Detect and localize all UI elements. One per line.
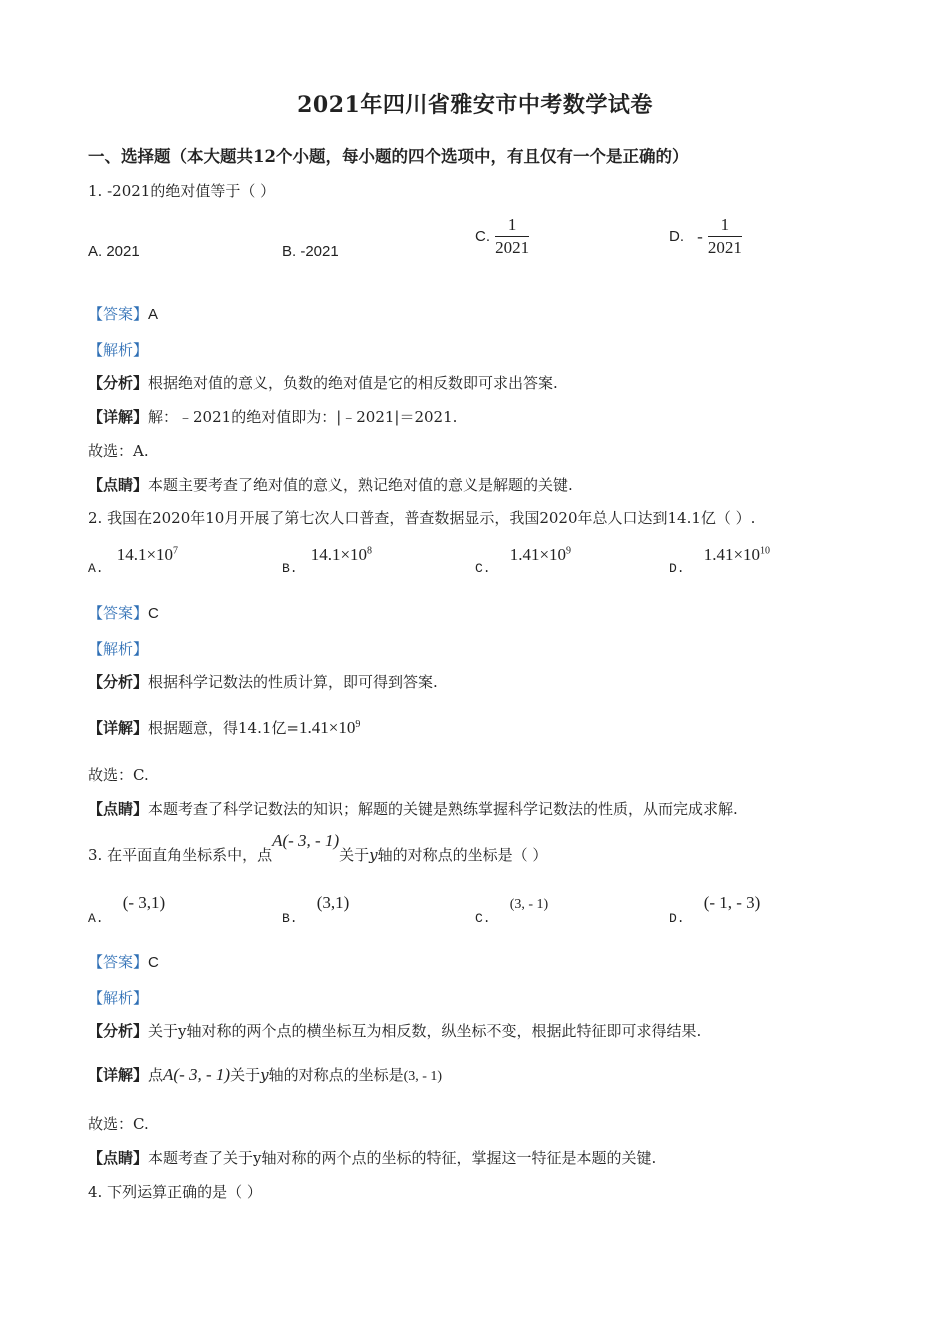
option-label: B. (282, 911, 298, 926)
question-2-stem: 2. 我国在2020年10月开展了第七次人口普查，普查数据显示，我国2020年总人口达到14.1亿（ ）. (88, 509, 756, 527)
xiangjie-tag: 【详解】 (88, 408, 149, 426)
option-value: (- 1, - 3) (703, 893, 761, 912)
option-label: D. (669, 561, 685, 576)
q2-answer (88, 602, 159, 623)
q1-dianjing (88, 474, 573, 495)
answer-tag: 【答案】 (88, 305, 149, 323)
q1-option-d-label: D. (669, 228, 684, 245)
q2-option-c (475, 545, 572, 576)
fenxi-text: 关于y轴对称的两个点的横坐标互为相反数，纵坐标不变，根据此特征即可求得结果. (148, 1022, 702, 1040)
answer-value: C (148, 605, 159, 622)
xiangjie-y: y (260, 1066, 269, 1084)
dianjing-tag: 【点睛】 (88, 476, 149, 494)
fenxi-text: 根据绝对值的意义，负数的绝对值是它的相反数即可求出答案. (148, 374, 558, 392)
fenxi-tag: 【分析】 (88, 1022, 149, 1040)
option-exponent: 10 (760, 545, 771, 557)
option-exponent: 8 (367, 545, 373, 557)
stem-suffix: 轴的对称点的坐标是（ ） (377, 846, 548, 864)
question-4-stem: 4. 下列运算正确的是（ ） (88, 1183, 262, 1201)
fraction-numerator: 1 (495, 215, 529, 237)
q3-option-a (88, 893, 166, 926)
xiangjie-point: A(- 3, - 1) (163, 1065, 231, 1084)
q1-fenxi (88, 372, 558, 393)
option-label: C. (475, 911, 491, 926)
q3-option-d (669, 893, 761, 926)
q2-analysis-tag: 【解析】 (88, 640, 149, 658)
fraction-denominator: 2021 (707, 238, 742, 257)
q2-fenxi (88, 671, 438, 692)
q3-guxuan: 故选：C. (88, 1115, 149, 1133)
fenxi-tag: 【分析】 (88, 374, 149, 392)
answer-tag: 【答案】 (88, 604, 149, 622)
q2-option-d (669, 545, 771, 576)
question-1-stem: 1. -2021的绝对值等于（ ） (88, 182, 276, 200)
q3-dianjing (88, 1147, 656, 1168)
option-base: 1.41×10 (509, 545, 567, 564)
q2-dianjing (88, 798, 738, 819)
stem-about: 关于 (339, 846, 370, 864)
q3-answer (88, 951, 159, 972)
xiangjie-tag: 【详解】 (88, 719, 149, 737)
dianjing-text: 本题考查了关于y轴对称的两个点的坐标的特征，掌握这一特征是本题的关键. (148, 1149, 657, 1167)
stem-prefix: 3. 在平面直角坐标系中，点 (88, 846, 273, 864)
answer-tag: 【答案】 (88, 953, 149, 971)
q2-xiangjie (88, 717, 360, 738)
q2-option-b (282, 545, 373, 576)
page-title: 2021年四川省雅安市中考数学试卷 (297, 92, 653, 118)
q2-option-a (88, 545, 179, 576)
q1-option-b: B. -2021 (282, 243, 339, 260)
option-label: A. (88, 911, 104, 926)
xiangjie-prefix: 点 (148, 1066, 164, 1084)
q3-option-c (475, 893, 549, 926)
dianjing-tag: 【点睛】 (88, 800, 149, 818)
q2-guxuan: 故选：C. (88, 766, 149, 784)
option-label: C. (475, 561, 491, 576)
q1-xiangjie (88, 406, 457, 427)
option-base: 14.1×10 (116, 545, 174, 564)
xiangjie-result: (3, - 1) (403, 1069, 443, 1084)
q1-option-a: A. 2021 (88, 243, 140, 260)
option-exponent: 9 (566, 545, 572, 557)
q3-xiangjie (88, 1064, 442, 1085)
stem-point: A(- 3, - 1) (272, 831, 340, 850)
dianjing-tag: 【点睛】 (88, 1149, 149, 1167)
option-exponent: 7 (173, 545, 179, 557)
option-label: B. (282, 561, 298, 576)
option-value: (3,1) (316, 893, 350, 912)
q1-answer (88, 303, 158, 324)
q1-option-c-label: C. (475, 228, 490, 245)
q1-option-d (669, 215, 742, 258)
fraction-denominator: 2021 (495, 238, 530, 257)
q3-fenxi (88, 1020, 701, 1041)
answer-value: A (148, 306, 159, 323)
xiangjie-tag: 【详解】 (88, 1066, 149, 1084)
q1-option-c-fraction (495, 215, 529, 258)
xiangjie-mid: 轴的对称点的坐标是 (268, 1066, 404, 1084)
option-label: A. (88, 561, 104, 576)
q3-option-b (282, 893, 350, 926)
option-base: 14.1×10 (310, 545, 368, 564)
option-label: D. (669, 911, 685, 926)
q1-option-d-fraction (708, 215, 742, 258)
q1-analysis-tag: 【解析】 (88, 341, 149, 359)
q3-analysis-tag: 【解析】 (88, 989, 149, 1007)
dianjing-text: 本题考查了科学记数法的知识；解题的关键是熟练掌握科学记数法的性质，从而完成求解. (148, 800, 738, 818)
stem-y: y (369, 846, 378, 864)
q1-option-c (475, 215, 529, 258)
fenxi-text: 根据科学记数法的性质计算，即可得到答案. (148, 673, 438, 691)
option-value: (3, - 1) (509, 897, 549, 912)
option-value: (- 3,1) (122, 893, 166, 912)
xiangjie-exponent: 9 (355, 719, 361, 730)
xiangjie-base: 1.41×10 (298, 718, 356, 737)
dianjing-text: 本题主要考查了绝对值的意义，熟记绝对值的意义是解题的关键. (148, 476, 573, 494)
q1-option-d-sign: - (697, 226, 703, 246)
xiangjie-about: 关于 (230, 1066, 261, 1084)
answer-value: C (148, 954, 159, 971)
question-3-stem (88, 830, 548, 864)
section-heading: 一、选择题（本大题共12个小题，每小题的四个选项中，有且仅有一个是正确的） (88, 147, 689, 166)
option-base: 1.41×10 (703, 545, 761, 564)
xiangjie-text: 根据题意，得14.1亿= (148, 719, 299, 737)
q1-guxuan: 故选：A. (88, 442, 149, 460)
xiangjie-text: 解：﹣2021的绝对值即为：|﹣2021|＝2021. (148, 408, 458, 426)
fenxi-tag: 【分析】 (88, 673, 149, 691)
fraction-numerator: 1 (708, 215, 742, 237)
